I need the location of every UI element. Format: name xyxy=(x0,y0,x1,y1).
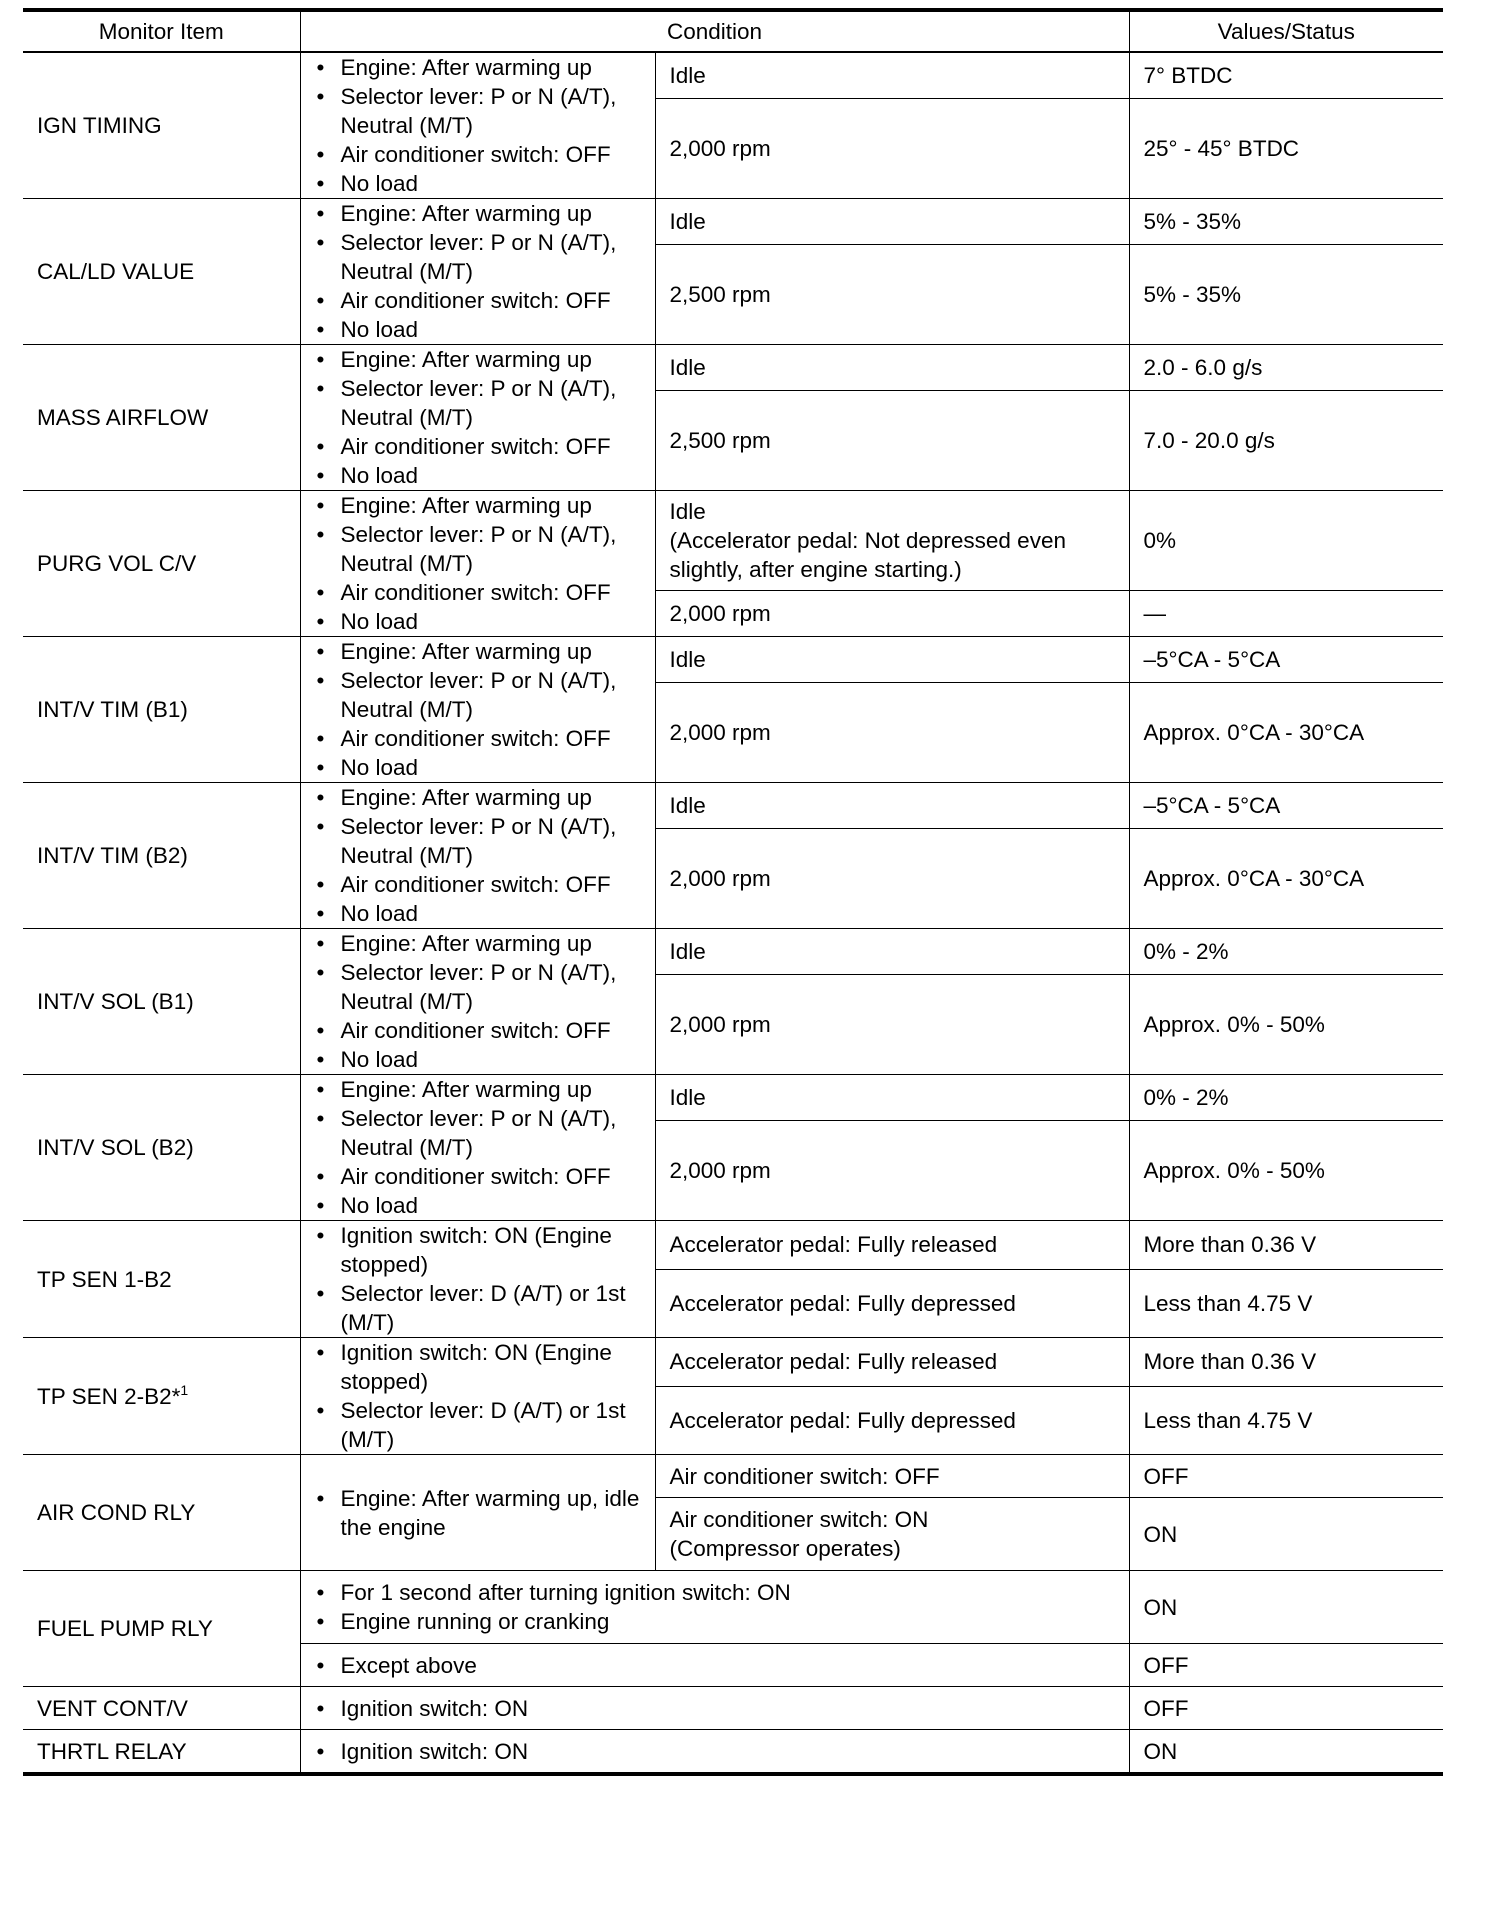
condition-bullet: • Ignition switch: ON (Engine stopped) xyxy=(307,1221,647,1279)
table-row xyxy=(23,345,1443,391)
vent-condition xyxy=(300,1687,1129,1730)
table-row xyxy=(23,929,1443,975)
condition-bullet: • No load xyxy=(307,1045,647,1074)
sub-condition-label: Idle xyxy=(669,499,706,525)
condition-list xyxy=(307,53,647,198)
table-row xyxy=(23,491,1443,591)
condition-bullet: • Engine: After warming up xyxy=(307,637,647,666)
value-status: 0% xyxy=(1129,491,1443,591)
value-status: ON xyxy=(1129,1730,1443,1775)
condition-list xyxy=(307,491,647,636)
condition-bullet: • Selector lever: P or N (A/T), Neutral (M/T) xyxy=(307,666,647,724)
fuel-pump-conditions xyxy=(300,1571,1129,1644)
condition-bullet: • Selector lever: D (A/T) or 1st (M/T) xyxy=(307,1279,647,1337)
header-condition: Condition xyxy=(300,10,1129,52)
value-status: OFF xyxy=(1129,1644,1443,1687)
monitor-item-text: TP SEN 2-B2* xyxy=(37,1383,181,1409)
condition-bullet: • Air conditioner switch: OFF xyxy=(307,140,647,169)
sub-condition-note: (Compressor operates) xyxy=(669,1536,901,1561)
monitor-item-label: INT/V SOL (B1) xyxy=(23,929,300,1075)
condition-bullet: • Selector lever: P or N (A/T), Neutral (M/T) xyxy=(307,958,647,1016)
condition-list xyxy=(307,1651,1121,1680)
ignition-conditions xyxy=(300,1221,655,1338)
value-status: Less than 4.75 V xyxy=(1129,1269,1443,1337)
value-status: 2.0 - 6.0 g/s xyxy=(1129,345,1443,391)
condition-bullet: • Ignition switch: ON (Engine stopped) xyxy=(307,1338,647,1396)
sub-condition: 2,000 rpm xyxy=(655,591,1129,637)
sub-condition: 2,000 rpm xyxy=(655,1121,1129,1221)
sub-condition: Idle xyxy=(655,199,1129,245)
sub-condition: Idle xyxy=(655,1075,1129,1121)
condition-list xyxy=(307,1578,1121,1636)
monitor-item-table xyxy=(23,8,1443,1776)
condition-bullet: • No load xyxy=(307,899,647,928)
condition-bullet: • Selector lever: P or N (A/T), Neutral (M/T) xyxy=(307,1104,647,1162)
value-status: Less than 4.75 V xyxy=(1129,1386,1443,1454)
condition-bullet: • No load xyxy=(307,607,647,636)
condition-bullet: • Engine running or cranking xyxy=(307,1607,1121,1636)
condition-bullet: • No load xyxy=(307,315,647,344)
condition-bullet: • Engine: After warming up xyxy=(307,929,647,958)
value-status: 7° BTDC xyxy=(1129,52,1443,99)
condition-bullet: • Engine: After warming up xyxy=(307,199,647,228)
condition-list xyxy=(307,1075,647,1220)
monitor-item-label: THRTL RELAY xyxy=(23,1730,300,1775)
monitor-item-label: MASS AIRFLOW xyxy=(23,345,300,491)
condition-bullet: • Engine: After warming up xyxy=(307,53,647,82)
condition-bullet: • Air conditioner switch: OFF xyxy=(307,1162,647,1191)
condition-bullet: • Engine: After warming up xyxy=(307,783,647,812)
sub-condition-label: Air conditioner switch: ON xyxy=(669,1507,929,1532)
condition-list xyxy=(307,1694,1121,1723)
sub-condition: 2,000 rpm xyxy=(655,829,1129,929)
sub-condition: Accelerator pedal: Fully depressed xyxy=(655,1269,1129,1337)
monitor-item-label xyxy=(23,1338,300,1455)
condition-bullet: • Air conditioner switch: OFF xyxy=(307,432,647,461)
condition-bullet: • Air conditioner switch: OFF xyxy=(307,578,647,607)
condition-bullet: • Ignition switch: ON xyxy=(307,1737,1121,1766)
table-row xyxy=(23,1075,1443,1121)
condition-bullet: • Selector lever: D (A/T) or 1st (M/T) xyxy=(307,1396,647,1454)
monitor-item-label: INT/V TIM (B1) xyxy=(23,637,300,783)
condition-bullet: • Ignition switch: ON xyxy=(307,1694,1121,1723)
table-row xyxy=(23,52,1443,99)
value-status: 0% - 2% xyxy=(1129,929,1443,975)
condition-list xyxy=(307,783,647,928)
condition-list xyxy=(307,1484,647,1542)
condition-bullet: • Air conditioner switch: OFF xyxy=(307,286,647,315)
value-status: 25° - 45° BTDC xyxy=(1129,99,1443,199)
warm-conditions xyxy=(300,637,655,783)
value-status: 0% - 2% xyxy=(1129,1075,1443,1121)
ignition-conditions xyxy=(300,1338,655,1455)
sub-condition: Idle xyxy=(655,637,1129,683)
condition-bullet: • Air conditioner switch: OFF xyxy=(307,870,647,899)
header-values-status: Values/Status xyxy=(1129,10,1443,52)
value-status: ON xyxy=(1129,1498,1443,1571)
condition-bullet: • Engine: After warming up xyxy=(307,491,647,520)
table-row xyxy=(23,637,1443,683)
monitor-item-label: VENT CONT/V xyxy=(23,1687,300,1730)
warm-conditions xyxy=(300,783,655,929)
footnote-marker: 1 xyxy=(180,1381,189,1398)
value-status: Approx. 0°CA - 30°CA xyxy=(1129,683,1443,783)
value-status: OFF xyxy=(1129,1687,1443,1730)
warm-conditions xyxy=(300,199,655,345)
table-row xyxy=(23,1221,1443,1270)
condition-bullet: • Engine: After warming up xyxy=(307,1075,647,1104)
warm-conditions xyxy=(300,52,655,199)
sub-condition-note: (Accelerator pedal: Not depressed even slightly, after engine starting.) xyxy=(669,528,1066,583)
value-status: Approx. 0°CA - 30°CA xyxy=(1129,829,1443,929)
sub-condition: 2,000 rpm xyxy=(655,99,1129,199)
monitor-item-label: AIR COND RLY xyxy=(23,1455,300,1571)
sub-condition: Idle xyxy=(655,52,1129,99)
monitor-item-label: INT/V SOL (B2) xyxy=(23,1075,300,1221)
condition-list xyxy=(307,1338,647,1454)
value-status: ON xyxy=(1129,1571,1443,1644)
condition-bullet: • Air conditioner switch: OFF xyxy=(307,724,647,753)
monitor-item-label: CAL/LD VALUE xyxy=(23,199,300,345)
condition-bullet: • Except above xyxy=(307,1651,1121,1680)
sub-condition: 2,000 rpm xyxy=(655,975,1129,1075)
sub-condition: Accelerator pedal: Fully released xyxy=(655,1221,1129,1270)
table-row xyxy=(23,1338,1443,1387)
warm-conditions xyxy=(300,929,655,1075)
sub-condition: Idle xyxy=(655,783,1129,829)
value-status: Approx. 0% - 50% xyxy=(1129,975,1443,1075)
warm-conditions xyxy=(300,491,655,637)
value-status: 7.0 - 20.0 g/s xyxy=(1129,391,1443,491)
sub-condition: Accelerator pedal: Fully released xyxy=(655,1338,1129,1387)
sub-condition: 2,000 rpm xyxy=(655,683,1129,783)
monitor-item-label: TP SEN 1-B2 xyxy=(23,1221,300,1338)
sub-condition: Idle xyxy=(655,345,1129,391)
monitor-item-label: IGN TIMING xyxy=(23,52,300,199)
condition-list xyxy=(307,1737,1121,1766)
sub-condition: Air conditioner switch: OFF xyxy=(655,1455,1129,1498)
table-row xyxy=(23,783,1443,829)
sub-condition: 2,500 rpm xyxy=(655,245,1129,345)
value-status: OFF xyxy=(1129,1455,1443,1498)
value-status: 5% - 35% xyxy=(1129,245,1443,345)
condition-bullet: • Engine: After warming up, idle the engine xyxy=(307,1484,647,1542)
table-row xyxy=(23,1455,1443,1498)
sub-condition: 2,500 rpm xyxy=(655,391,1129,491)
table-row xyxy=(23,1687,1443,1730)
warm-conditions xyxy=(300,1075,655,1221)
value-status: More than 0.36 V xyxy=(1129,1338,1443,1387)
condition-bullet: • No load xyxy=(307,169,647,198)
thrtl-condition xyxy=(300,1730,1129,1775)
condition-bullet: • No load xyxy=(307,461,647,490)
condition-list xyxy=(307,1221,647,1337)
value-status: –5°CA - 5°CA xyxy=(1129,783,1443,829)
condition-bullet: • Selector lever: P or N (A/T), Neutral (M/T) xyxy=(307,82,647,140)
monitor-item-label: INT/V TIM (B2) xyxy=(23,783,300,929)
table-row xyxy=(23,1730,1443,1775)
header-monitor-item: Monitor Item xyxy=(23,10,300,52)
value-status: 5% - 35% xyxy=(1129,199,1443,245)
warm-conditions xyxy=(300,345,655,491)
engine-conditions xyxy=(300,1455,655,1571)
fuel-pump-conditions xyxy=(300,1644,1129,1687)
sub-condition xyxy=(655,491,1129,591)
condition-list xyxy=(307,199,647,344)
condition-bullet: • For 1 second after turning ignition switch: ON xyxy=(307,1578,1121,1607)
condition-list xyxy=(307,345,647,490)
monitor-item-label: FUEL PUMP RLY xyxy=(23,1571,300,1687)
condition-bullet: • No load xyxy=(307,1191,647,1220)
table-header-row xyxy=(23,10,1443,52)
condition-bullet: • No load xyxy=(307,753,647,782)
sub-condition xyxy=(655,1498,1129,1571)
value-status: More than 0.36 V xyxy=(1129,1221,1443,1270)
condition-bullet: • Air conditioner switch: OFF xyxy=(307,1016,647,1045)
value-status: –5°CA - 5°CA xyxy=(1129,637,1443,683)
condition-list xyxy=(307,929,647,1074)
sub-condition: Accelerator pedal: Fully depressed xyxy=(655,1386,1129,1454)
condition-list xyxy=(307,637,647,782)
value-status: — xyxy=(1129,591,1443,637)
condition-bullet: • Selector lever: P or N (A/T), Neutral (M/T) xyxy=(307,520,647,578)
condition-bullet: • Engine: After warming up xyxy=(307,345,647,374)
table-row xyxy=(23,1571,1443,1644)
condition-bullet: • Selector lever: P or N (A/T), Neutral (M/T) xyxy=(307,228,647,286)
table-row xyxy=(23,199,1443,245)
sub-condition: Idle xyxy=(655,929,1129,975)
value-status: Approx. 0% - 50% xyxy=(1129,1121,1443,1221)
monitor-item-label: PURG VOL C/V xyxy=(23,491,300,637)
condition-bullet: • Selector lever: P or N (A/T), Neutral (M/T) xyxy=(307,374,647,432)
condition-bullet: • Selector lever: P or N (A/T), Neutral (M/T) xyxy=(307,812,647,870)
